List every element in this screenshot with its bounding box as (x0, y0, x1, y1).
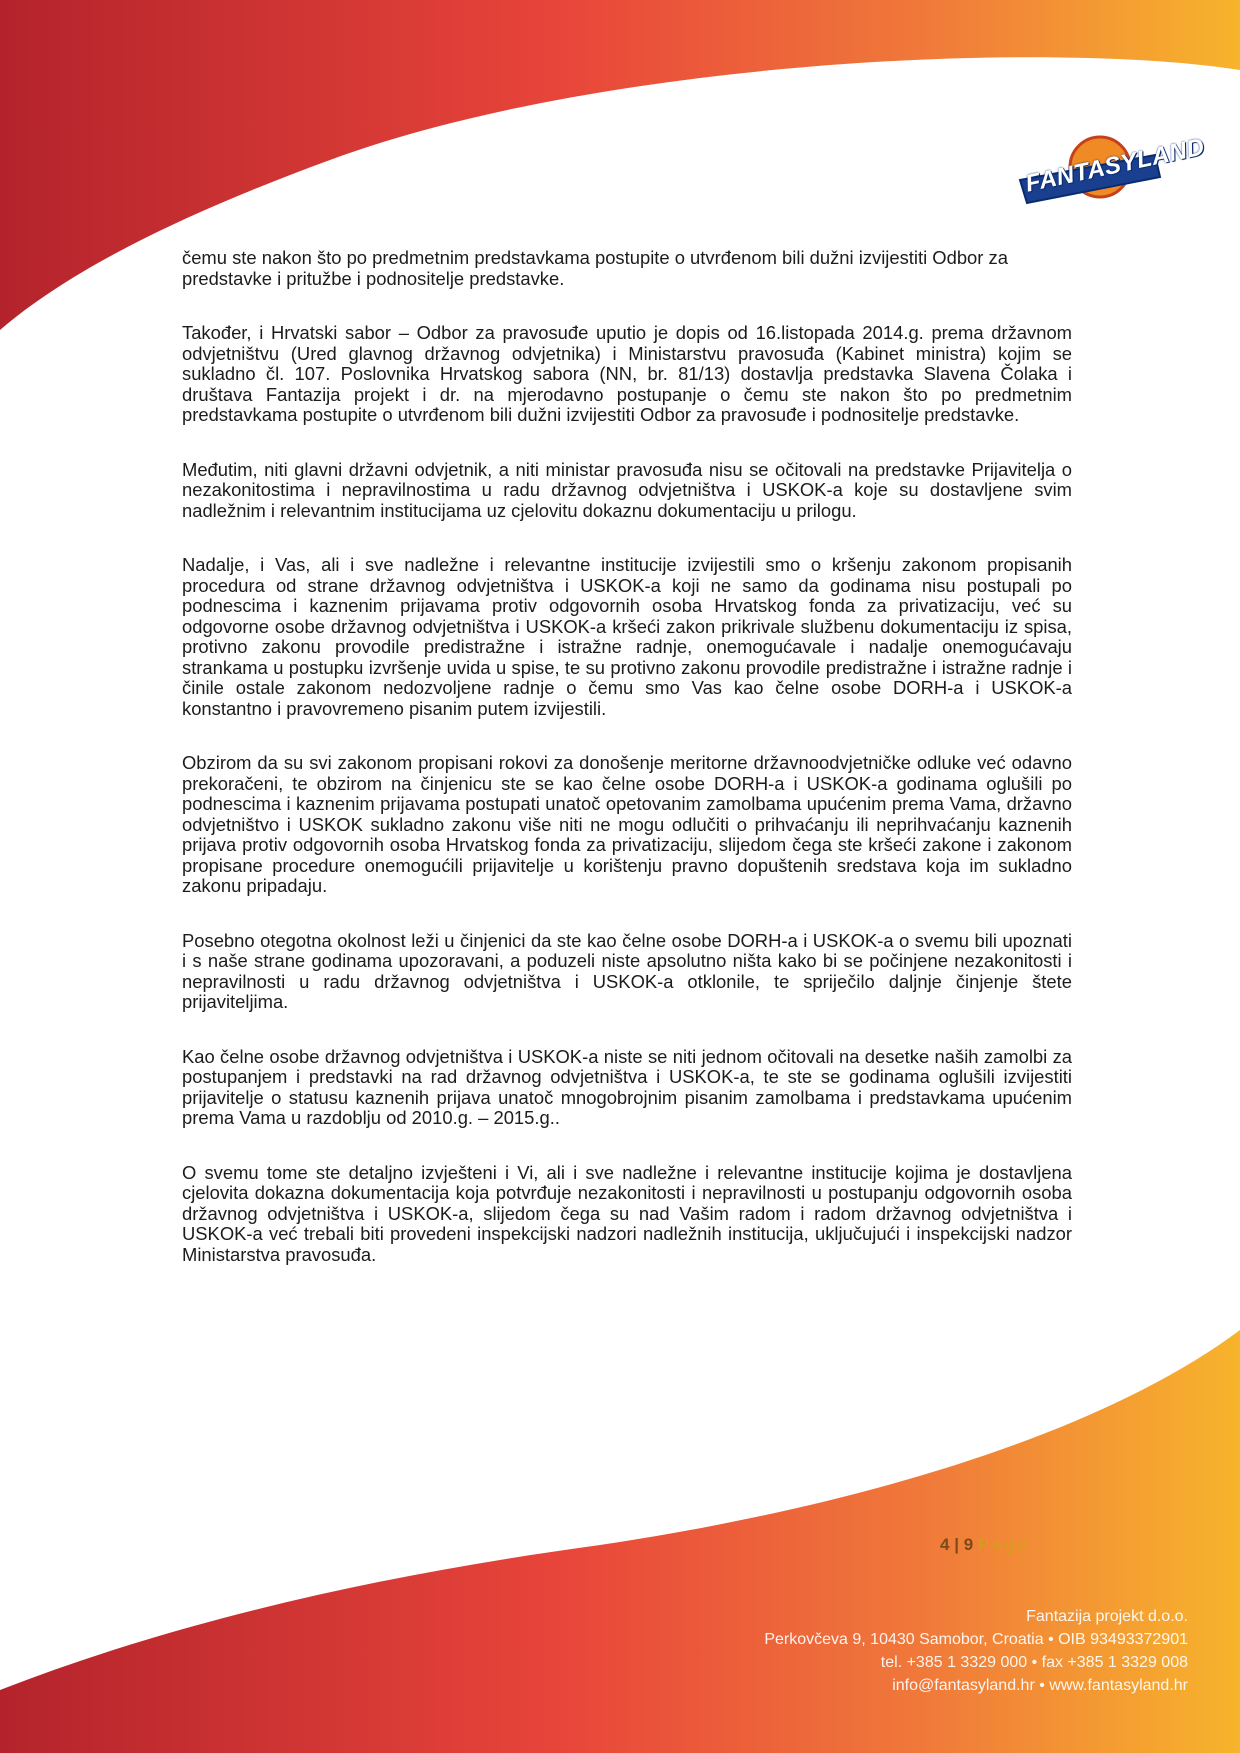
paragraph: Nadalje, i Vas, ali i sve nadležne i relevantne institucije izvijestili smo o kršenju zakonom propisanih procedura od strane državnog odvjetništva i USKOK-a koji ne samo da godinama nisu postupali po podnescima i kaznenim prijavama protiv odgovornih osoba Hrvatskog fonda za privatizaciju, već su odgovorne osobe državnog odvjetništva i USKOK-a kršeći zakon prikrivale službenu dokumentaciju iz spisa, protivno zakonu provodile predistražne i istražne radnje, onemogućavale i nadalje onemogućavaju strankama u postupku izvršenje uvida u spise, te su protivno zakonu provodile predistražne i istražne radnje i činile ostale zakonom nedozvoljene radnje o čemu smo Vas kao čelne osobe DORH-a i USKOK-a konstantno i pravovremeno pisanim putem izvijestili. (182, 554, 1072, 719)
paragraph: Kao čelne osobe državnog odvjetništva i USKOK-a niste se niti jednom očitovali na desetke naših zamolbi za postupanjem i predstavki na rad državnog odvjetništva i USKOK-a, te ste se godinama oglušili izvijestiti prijavitelje o statusu kaznenih prijava unatoč mnogobrojnim pisanim zamolbama i predstavkama upućenim prema Vama u razdoblju od 2010.g. – 2015.g.. (182, 1045, 1072, 1128)
letter-body (182, 248, 1072, 1299)
logo-wordmark: FANTASYLAND (1023, 133, 1208, 198)
paragraph: Obzirom da su svi zakonom propisani rokovi za donošenje meritorne državnoodvjetničke odluke već odavno prekoračeni, te obzirom na činjenicu ste se kao čelne osobe DORH-a i USKOK-a godinama oglušili po podnescima i kaznenim prijavama postupati unatoč opetovanim zamolbama upućenim prema Vama, državno odvjetništvo i USKOK sukladno zakonu više niti ne mogu odlučiti o prihvaćanju ili neprihvaćanju kaznenih prijava protiv odgovornih osoba Hrvatskog fonda za privatizaciju, slijedom čega ste kršeći zakone i zakonom propisane procedure onemogućili prijavitelje u korištenju pravno dopuštenih sredstava koja im sukladno zakonu pripadaju. (182, 752, 1072, 896)
footer (764, 1605, 1188, 1697)
footer-phone: tel. +385 1 3329 000 • fax +385 1 3329 008 (880, 1654, 1188, 1671)
paragraph: O svemu tome ste detaljno izvješteni i Vi, ali i sve nadležne i relevantne institucije kojima je dostavljena cjelovita dokazna dokumentacija koja potvrđuje nezakonitosti i nepravilnosti u postupanju odgovornih osoba državnog odvjetništva i USKOK-a, slijedom čega su nad Vašim radom i radom državnog odvjetništva i USKOK-a već trebali biti provedeni inspekcijski nadzori nadležnih institucija, uključujući i inspekcijski nadzor Ministarstva pravosuđa. (182, 1161, 1072, 1265)
paragraph: Također, i Hrvatski sabor – Odbor za pravosuđe uputio je dopis od 16.listopada 2014.g. prema državnom odvjetništvu (Ured glavnog državnog odvjetnika) i Ministarstvu pravosuđa (Kabinet ministra) kojim se sukladno čl. 107. Poslovnika Hrvatskog sabora (NN, br. 81/13) dostavlja predstavka Slavena Čolaka i društava Fantazija projekt i dr. na mjerodavno postupanje o čemu ste nakon što po predmetnim predstavkama postupite o utvrđenom bili dužni izvijestiti Odbor za pravosuđe i podnositelje predstavke. (182, 322, 1072, 425)
paragraph: Posebno otegotna okolnost leži u činjenici da ste kao čelne osobe DORH-a i USKOK-a o svemu bili upoznati i s naše strane godinama upozoravani, a poduzeli niste apsolutno ništa kako bi se počinjene nezakonitosti i nepravilnosti u radu državnog odvjetništva i USKOK-a otklonile, te spriječilo daljnje činjenje štete prijaviteljima. (182, 929, 1072, 1012)
page-label: Page (977, 1535, 1030, 1554)
page-number (940, 1535, 1030, 1555)
page-total: 9 (963, 1535, 974, 1554)
footer-address: Perkovčeva 9, 10430 Samobor, Croatia • OIB 93493372901 (764, 1631, 1188, 1648)
footer-company: Fantazija projekt d.o.o. (1026, 1608, 1188, 1625)
page-separator: | (954, 1535, 959, 1554)
footer-web: info@fantasyland.hr • www.fantasyland.hr (892, 1677, 1188, 1694)
page-current: 4 (940, 1535, 950, 1554)
paragraph: čemu ste nakon što po predmetnim predstavkama postupite o utvrđenom bili dužni izvijestiti Odbor za predstavke i pritužbe i podnositelje predstavke. (182, 247, 1008, 289)
paragraph: Međutim, niti glavni državni odvjetnik, a niti ministar pravosuđa nisu se očitovali na predstavke Prijavitelja o nezakonitostima i nepravilnostima u radu državnog odvjetništva i USKOK-a koje su dostavljene svim nadležnim i relevantnim institucijama uz cjelovitu dokaznu dokumentaciju u prilogu. (182, 458, 1072, 521)
